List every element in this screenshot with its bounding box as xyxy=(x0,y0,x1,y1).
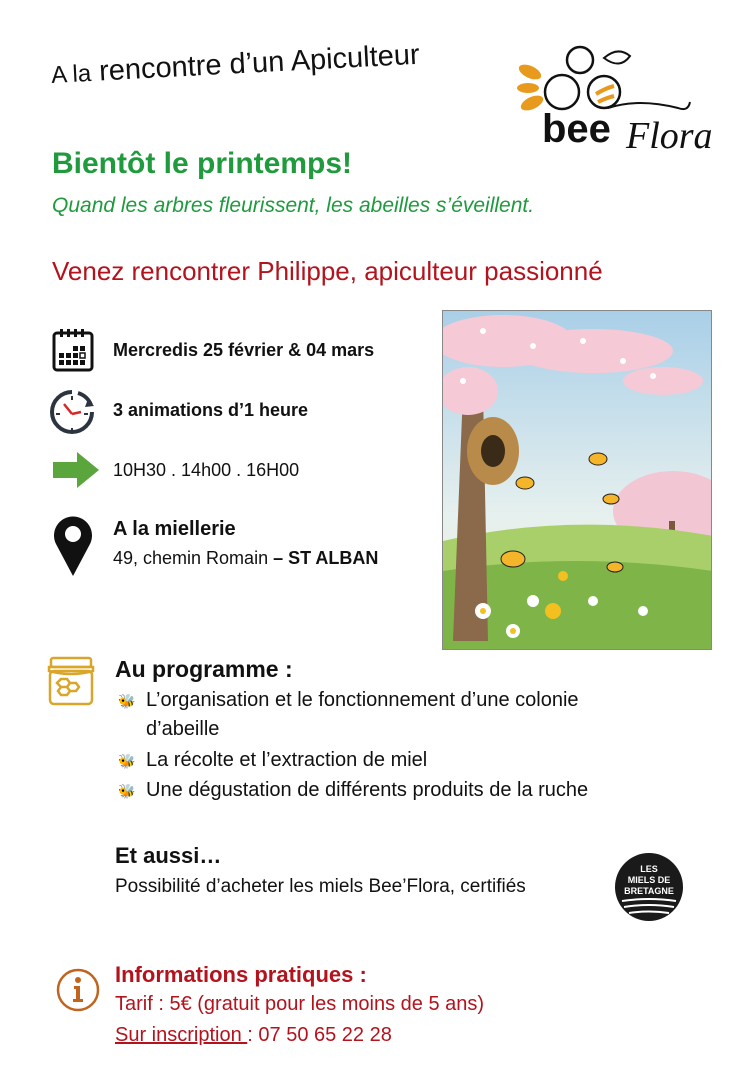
honey-jar-icon xyxy=(45,655,97,707)
headline: Bientôt le printemps! xyxy=(52,147,353,180)
address-sep: – xyxy=(268,548,289,568)
info-tarif: Tarif : 5€ (gratuit pour les moins de 5 ans) xyxy=(115,993,485,1015)
program-title: Au programme : xyxy=(115,656,293,682)
svg-text:bee: bee xyxy=(542,107,611,151)
inscription-label: Sur inscription xyxy=(115,1024,248,1046)
title-main: rencontre d’un Apiculteur xyxy=(98,38,421,88)
program-item-text: Une dégustation de différents produits de la ruche xyxy=(146,779,589,801)
bee-bullet-icon: 🐝 xyxy=(118,783,136,799)
program-item xyxy=(118,689,579,712)
miels-de-bretagne-badge xyxy=(614,852,684,922)
event-duration: 3 animations d’1 heure xyxy=(113,400,309,420)
event-times: 10H30 . 14h00 . 16H00 xyxy=(113,460,300,480)
page-title xyxy=(50,39,420,91)
info-inscription xyxy=(115,1024,392,1047)
place-name: A la miellerie xyxy=(113,518,236,540)
address-town: ST ALBAN xyxy=(288,548,379,568)
bee-bullet-icon: 🐝 xyxy=(118,693,136,709)
info-icon xyxy=(55,967,101,1013)
info-title: Informations pratiques : xyxy=(115,962,367,987)
subtitle: Quand les arbres fleurissent, les abeilles s’éveillent. xyxy=(52,194,535,217)
event-dates: Mercredis 25 février & 04 mars xyxy=(113,340,375,360)
also-text: Possibilité d’acheter les miels Bee’Flora, certifiés xyxy=(115,876,526,897)
calendar-icon xyxy=(52,328,94,372)
address-street: 49, chemin Romain xyxy=(113,548,269,568)
arrow-right-icon xyxy=(53,452,99,488)
inscription-phone: : 07 50 65 22 28 xyxy=(247,1024,392,1046)
program-item xyxy=(118,749,427,772)
program-item xyxy=(118,779,588,802)
bee-bullet-icon: 🐝 xyxy=(118,753,136,769)
address xyxy=(113,548,378,569)
svg-text:MIELS DE: MIELS DE xyxy=(627,875,671,885)
svg-text:BRETAGNE: BRETAGNE xyxy=(624,886,674,896)
spring-bee-illustration xyxy=(442,310,712,650)
program-item-text: La récolte et l’extraction de miel xyxy=(146,749,428,771)
program-item-continuation: d’abeille xyxy=(146,718,220,740)
invite-text: Venez rencontrer Philippe, apiculteur passionné xyxy=(52,256,603,286)
svg-text:Flora: Flora xyxy=(626,115,713,157)
location-pin-icon xyxy=(52,514,94,578)
program-item-text: L’organisation et le fonctionnement d’une colonie xyxy=(146,689,579,711)
clock-icon xyxy=(48,388,96,436)
title-prefix: A la xyxy=(50,59,92,90)
beeflora-logo xyxy=(512,36,722,160)
svg-text:LES: LES xyxy=(640,864,658,874)
also-title: Et aussi… xyxy=(115,843,222,868)
